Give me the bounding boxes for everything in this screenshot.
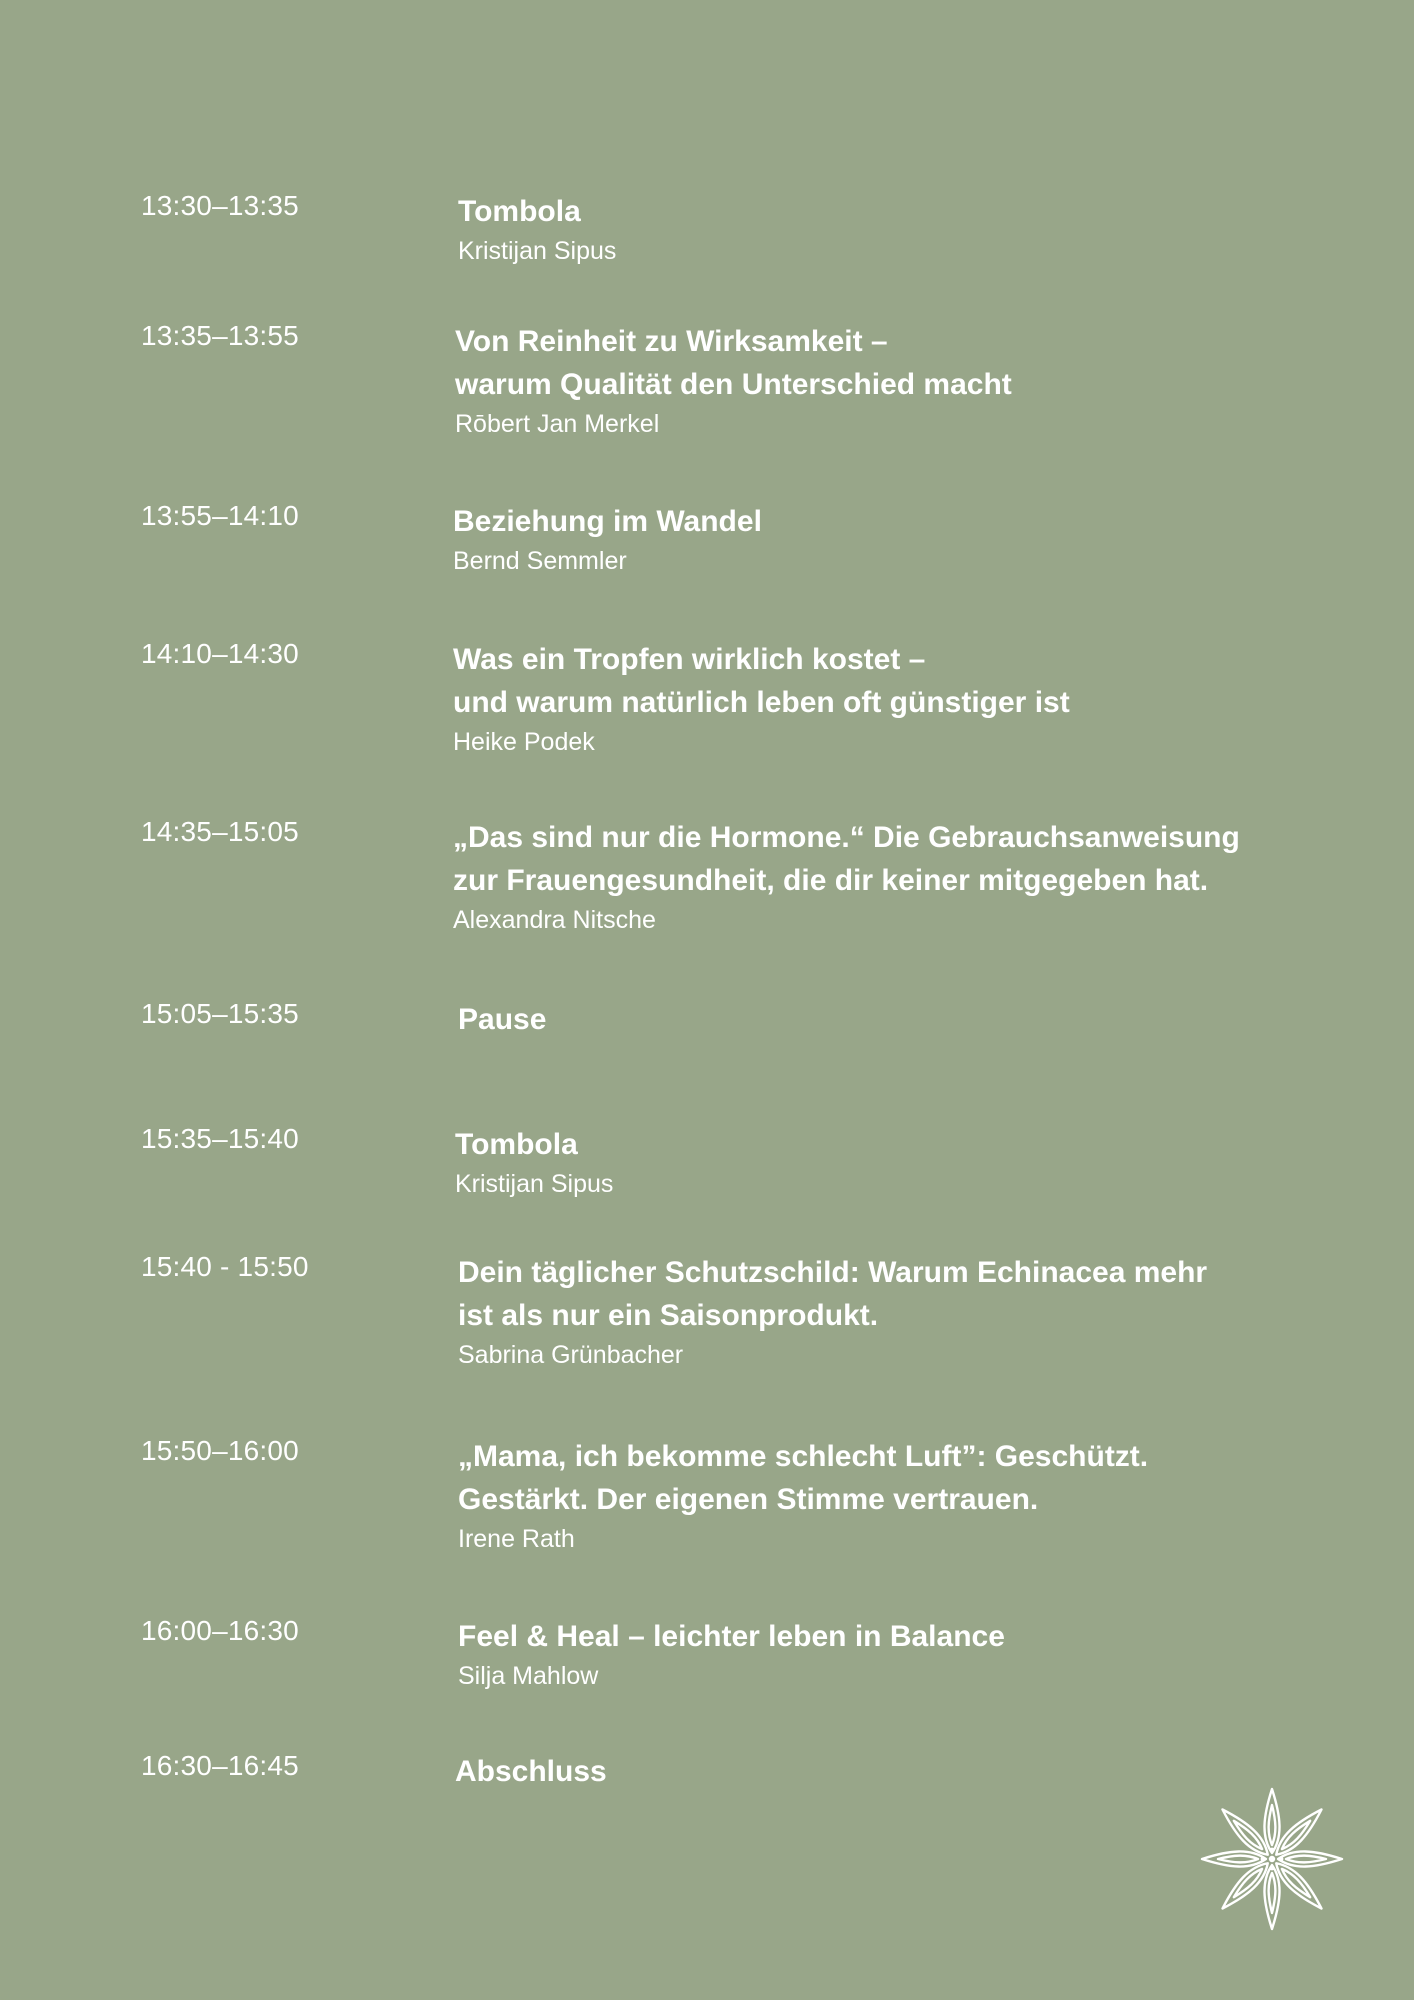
time-slot: 15:50–16:00 xyxy=(141,1435,299,1466)
time-slot: 16:00–16:30 xyxy=(141,1615,299,1646)
time-slot: 15:05–15:35 xyxy=(141,998,299,1029)
time-slot: 16:30–16:45 xyxy=(141,1750,299,1781)
speaker-name: Rōbert Jan Merkel xyxy=(455,410,660,438)
session-title: Was ein Tropfen wirklich kostet – xyxy=(453,643,926,676)
time-slot: 14:35–15:05 xyxy=(141,816,299,847)
speaker-name: Irene Rath xyxy=(458,1525,575,1553)
session-content xyxy=(458,190,1338,268)
speaker-name: Kristijan Sipus xyxy=(455,1170,614,1198)
session-title: Von Reinheit zu Wirksamkeit – xyxy=(455,325,888,358)
time-slot: 15:35–15:40 xyxy=(141,1123,299,1154)
session-content xyxy=(453,816,1333,937)
session-content xyxy=(458,1251,1338,1372)
session-title: „Mama, ich bekomme schlecht Luft”: Geschützt. xyxy=(458,1440,1149,1473)
session-title: Abschluss xyxy=(455,1755,607,1788)
session-title: Tombola xyxy=(458,195,581,228)
session-title: Pause xyxy=(458,1003,547,1036)
speaker-name: Alexandra Nitsche xyxy=(453,906,656,934)
time-slot: 14:10–14:30 xyxy=(141,638,299,669)
session-title: zur Frauengesundheit, die dir keiner mitgegeben hat. xyxy=(453,864,1209,897)
speaker-name: Sabrina Grünbacher xyxy=(458,1341,684,1369)
session-content xyxy=(455,320,1335,441)
session-title: „Das sind nur die Hormone.“ Die Gebrauchsanweisung xyxy=(453,821,1240,854)
speaker-name: Bernd Semmler xyxy=(453,547,627,575)
session-title: ist als nur ein Saisonprodukt. xyxy=(458,1299,879,1332)
session-title: warum Qualität den Unterschied macht xyxy=(455,368,1012,401)
session-title: Gestärkt. Der eigenen Stimme vertrauen. xyxy=(458,1483,1039,1516)
time-slot: 13:30–13:35 xyxy=(141,190,299,221)
time-slot: 13:35–13:55 xyxy=(141,320,299,351)
session-content xyxy=(458,1615,1338,1693)
session-title: Tombola xyxy=(455,1128,578,1161)
session-title: Beziehung im Wandel xyxy=(453,505,762,538)
time-slot: 13:55–14:10 xyxy=(141,500,299,531)
session-content xyxy=(453,500,1333,578)
session-content xyxy=(458,1435,1338,1556)
session-title: Feel & Heal – leichter leben in Balance xyxy=(458,1620,1005,1653)
speaker-name: Silja Mahlow xyxy=(458,1662,599,1690)
session-title: Dein täglicher Schutzschild: Warum Echinacea mehr xyxy=(458,1256,1208,1289)
session-content xyxy=(455,1123,1335,1201)
session-title: und warum natürlich leben oft günstiger ist xyxy=(453,686,1070,719)
session-content xyxy=(453,638,1333,759)
speaker-name: Kristijan Sipus xyxy=(458,237,617,265)
session-content xyxy=(458,998,1338,1041)
lotus-flower-icon xyxy=(1198,1785,1346,1933)
time-slot: 15:40 - 15:50 xyxy=(141,1251,309,1282)
speaker-name: Heike Podek xyxy=(453,728,595,756)
